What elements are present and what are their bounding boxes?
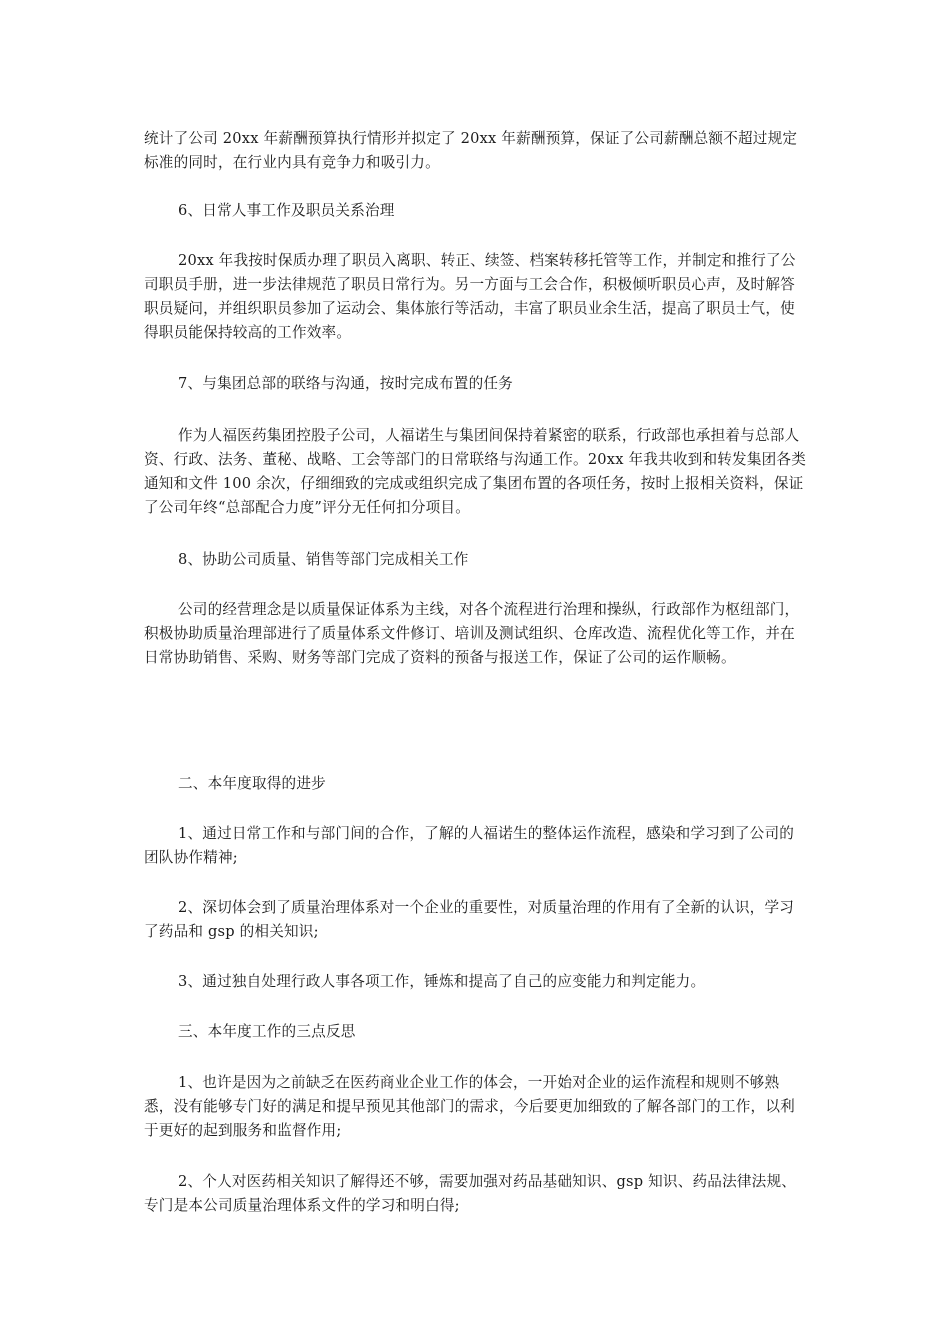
paragraph-quality-support: 公司的经营理念是以质量保证体系为主线，对各个流程进行治理和操纵，行政部作为枢纽部门，积极协助质量治理部进行了质量体系文件修订、培训及测试组织、仓库改造、流程优化等工作，并在日常协助销售、采购、财务等部门完成了资料的预备与报送工作，保证了公司的运作顺畅。 [144,601,800,666]
reflection-item-2: 2、个人对医药相关知识了解得还不够，需要加强对药品基础知识、gsp 知识、药品法律法规、专门是本公司质量治理体系文件的学习和明白得; [144,1173,797,1214]
section-heading-progress: 二、本年度取得的进步 [178,775,326,792]
progress-item-3: 3、通过独自处理行政人事各项工作，锤炼和提高了自己的应变能力和判定能力。 [178,973,706,990]
reflection-item-1: 1、也许是因为之前缺乏在医药商业企业工作的体会，一开始对企业的运作流程和规则不够熟悉，没有能够专门好的满足和提早预见其他部门的需求，今后要更加细致的了解各部门的工作，以利于更好的起到服务和监督作用; [144,1074,795,1139]
progress-item-2: 2、深切体会到了质量治理体系对一个企业的重要性，对质量治理的作用有了全新的认识，学习了药品和 gsp 的相关知识; [144,899,795,940]
paragraph-personnel-work: 20xx 年我按时保质办理了职员入离职、转正、续签、档案转移托管等工作，并制定和推行了公司职员手册，进一步法律规范了职员日常行为。另一方面与工会合作，积极倾听职员心声，及时解答职员疑问，并组织职员参加了运动会、集体旅行等活动，丰富了职员业余生活，提高了职员士气，使得职员能保持较高的工作效率。 [144,252,796,341]
heading-item-7: 7、与集团总部的联络与沟通，按时完成布置的任务 [178,375,513,392]
heading-item-8: 8、协助公司质量、销售等部门完成相关工作 [178,551,469,568]
section-heading-reflection: 三、本年度工作的三点反思 [178,1023,356,1040]
progress-item-1: 1、通过日常工作和与部门间的合作，了解的人福诺生的整体运作流程，感染和学习到了公司的团队协作精神; [144,825,795,866]
paragraph-group-liaison: 作为人福医药集团控股子公司，人福诺生与集团间保持着紧密的联系，行政部也承担着与总部人资、行政、法务、董秘、战略、工会等部门的日常联络与沟通工作。20xx 年我共收到和转发集团各类通知和文件 100 余次，仔细细致的完成或组织完成了集团布置的各项任务，按时上报相关资料，保证了公司年终“总部配合力度”评分无任何扣分项目。 [144,427,807,516]
heading-item-6: 6、日常人事工作及职员关系治理 [178,202,395,219]
paragraph-salary-budget: 统计了公司 20xx 年薪酬预算执行情形并拟定了 20xx 年薪酬预算，保证了公司薪酬总额不超过规定标准的同时，在行业内具有竞争力和吸引力。 [144,130,798,171]
